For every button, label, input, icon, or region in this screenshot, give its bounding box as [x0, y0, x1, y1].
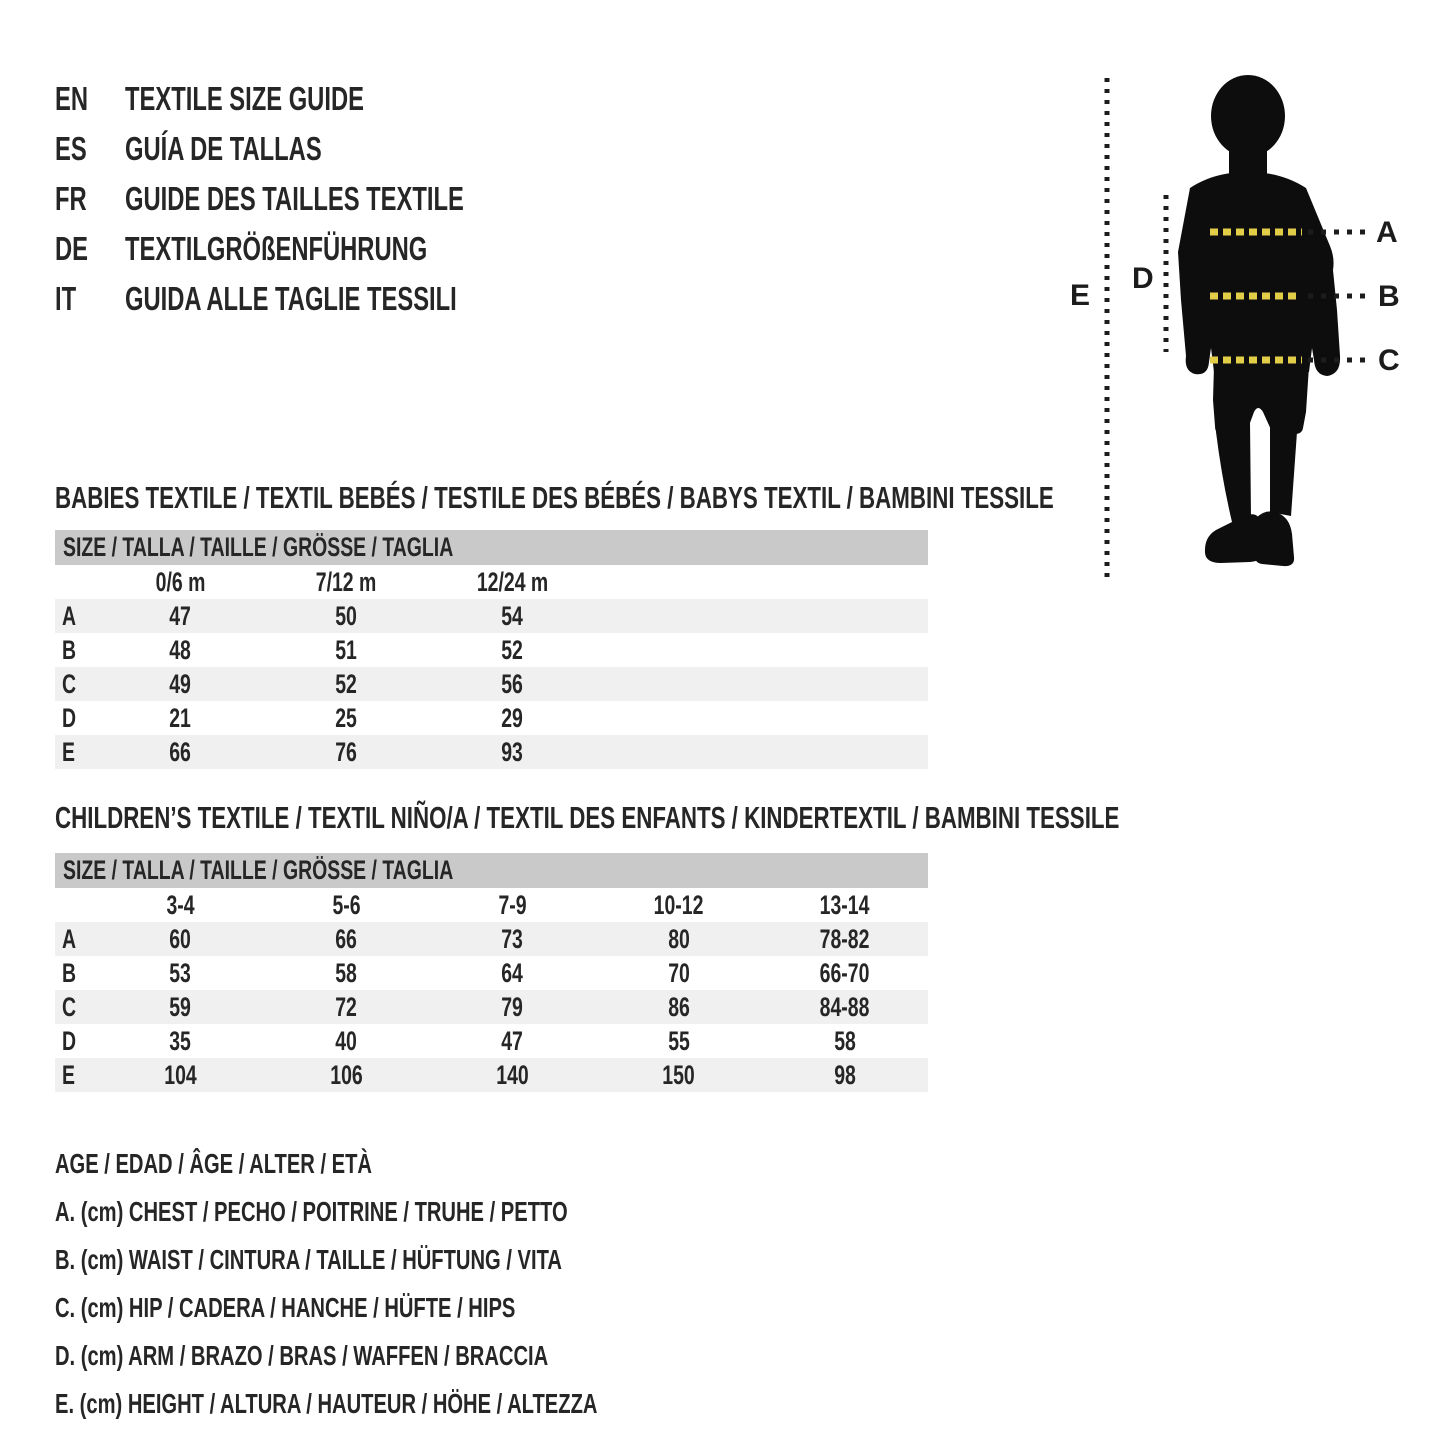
left-shoe [1205, 514, 1262, 563]
legend-waist: B. (cm) WAIST / CINTURA / TAILLE / HÜFTUNG / VITA [55, 1244, 562, 1275]
babies-row-B: B 48 51 52 [62, 634, 524, 665]
lang-title-it: GUIDA ALLE TAGLIE TESSILI [125, 280, 457, 317]
right-shoe [1255, 511, 1294, 566]
babies-col-2: 12/24 m [476, 566, 549, 597]
children-col-4: 13-14 [820, 889, 870, 920]
babies-col-0: 0/6 m [155, 566, 205, 597]
lang-row-de [55, 224, 596, 274]
lang-row-en [55, 74, 596, 124]
children-col-2: 7-9 [498, 889, 527, 920]
lang-row-it [55, 274, 596, 324]
lang-code-fr: FR [55, 180, 87, 217]
children-row-D: D 35 40 47 55 58 [62, 1025, 856, 1056]
lang-title-es: GUÍA DE TALLAS [125, 130, 322, 167]
legend-age: AGE / EDAD / ÂGE / ALTER / ETÀ [55, 1148, 372, 1179]
babies-section-title: BABIES TEXTILE / TEXTIL BEBÉS / TESTILE DES BÉBÉS / BABYS TEXTIL / BAMBINI TESSILE [55, 480, 1054, 515]
children-size-header-bar: SIZE / TALLA / TAILLE / GRÖSSE / TAGLIA [55, 853, 928, 888]
lang-code-it: IT [55, 280, 77, 317]
babies-col-1: 7/12 m [316, 566, 377, 597]
children-col-0: 3-4 [166, 889, 195, 920]
lang-code-en: EN [55, 80, 89, 117]
figure-label-D: D [1132, 262, 1154, 295]
children-row-E: E 104 106 140 150 98 [55, 1058, 928, 1092]
babies-column-header-row [55, 565, 928, 599]
legend-chest: A. (cm) CHEST / PECHO / POITRINE / TRUHE / PETTO [55, 1196, 568, 1227]
children-size-table [55, 853, 928, 1092]
lang-title-de: TEXTILGRÖßENFÜHRUNG [125, 230, 428, 267]
measurement-legend [55, 1140, 808, 1428]
babies-row-E: E 66 76 93 [55, 735, 928, 769]
babies-row-C: C 49 52 56 [55, 667, 928, 701]
babies-row-D: D 21 25 29 [62, 702, 524, 733]
figure-label-C: C [1378, 344, 1400, 377]
children-row-C: C 59 72 79 86 84-88 [55, 990, 928, 1024]
children-row-A: A 60 66 73 80 78-82 [55, 922, 928, 956]
babies-size-header-bar: SIZE / TALLA / TAILLE / GRÖSSE / TAGLIA [55, 530, 928, 565]
children-col-3: 10-12 [653, 889, 704, 920]
babies-size-table [55, 530, 928, 769]
legend-arm: D. (cm) ARM / BRAZO / BRAS / WAFFEN / BRACCIA [55, 1340, 549, 1371]
children-row-B: B 53 58 64 70 66-70 [62, 957, 870, 988]
lang-code-de: DE [55, 230, 89, 267]
child-silhouette-figure [1040, 60, 1445, 600]
figure-label-B: B [1378, 280, 1400, 313]
torso-and-arms [1178, 172, 1340, 376]
children-column-header-row [55, 888, 928, 922]
lang-title-fr: GUIDE DES TAILLES TEXTILE [125, 180, 464, 217]
figure-label-A: A [1376, 216, 1398, 249]
figure-label-E: E [1070, 279, 1091, 312]
lang-code-es: ES [55, 130, 87, 167]
language-title-header [55, 74, 596, 324]
children-col-1: 5-6 [332, 889, 361, 920]
babies-row-A: A 47 50 54 [55, 599, 928, 633]
lang-title-en: TEXTILE SIZE GUIDE [125, 80, 364, 117]
children-section-title: CHILDREN’S TEXTILE / TEXTIL NIÑO/A / TEXTIL DES ENFANTS / KINDERTEXTIL / BAMBINI TESSILE [55, 800, 1120, 835]
lang-row-fr [55, 174, 596, 224]
lang-row-es [55, 124, 596, 174]
legend-height: E. (cm) HEIGHT / ALTURA / HAUTEUR / HÖHE / ALTEZZA [55, 1388, 598, 1419]
legend-hip: C. (cm) HIP / CADERA / HANCHE / HÜFTE / HIPS [55, 1292, 516, 1323]
